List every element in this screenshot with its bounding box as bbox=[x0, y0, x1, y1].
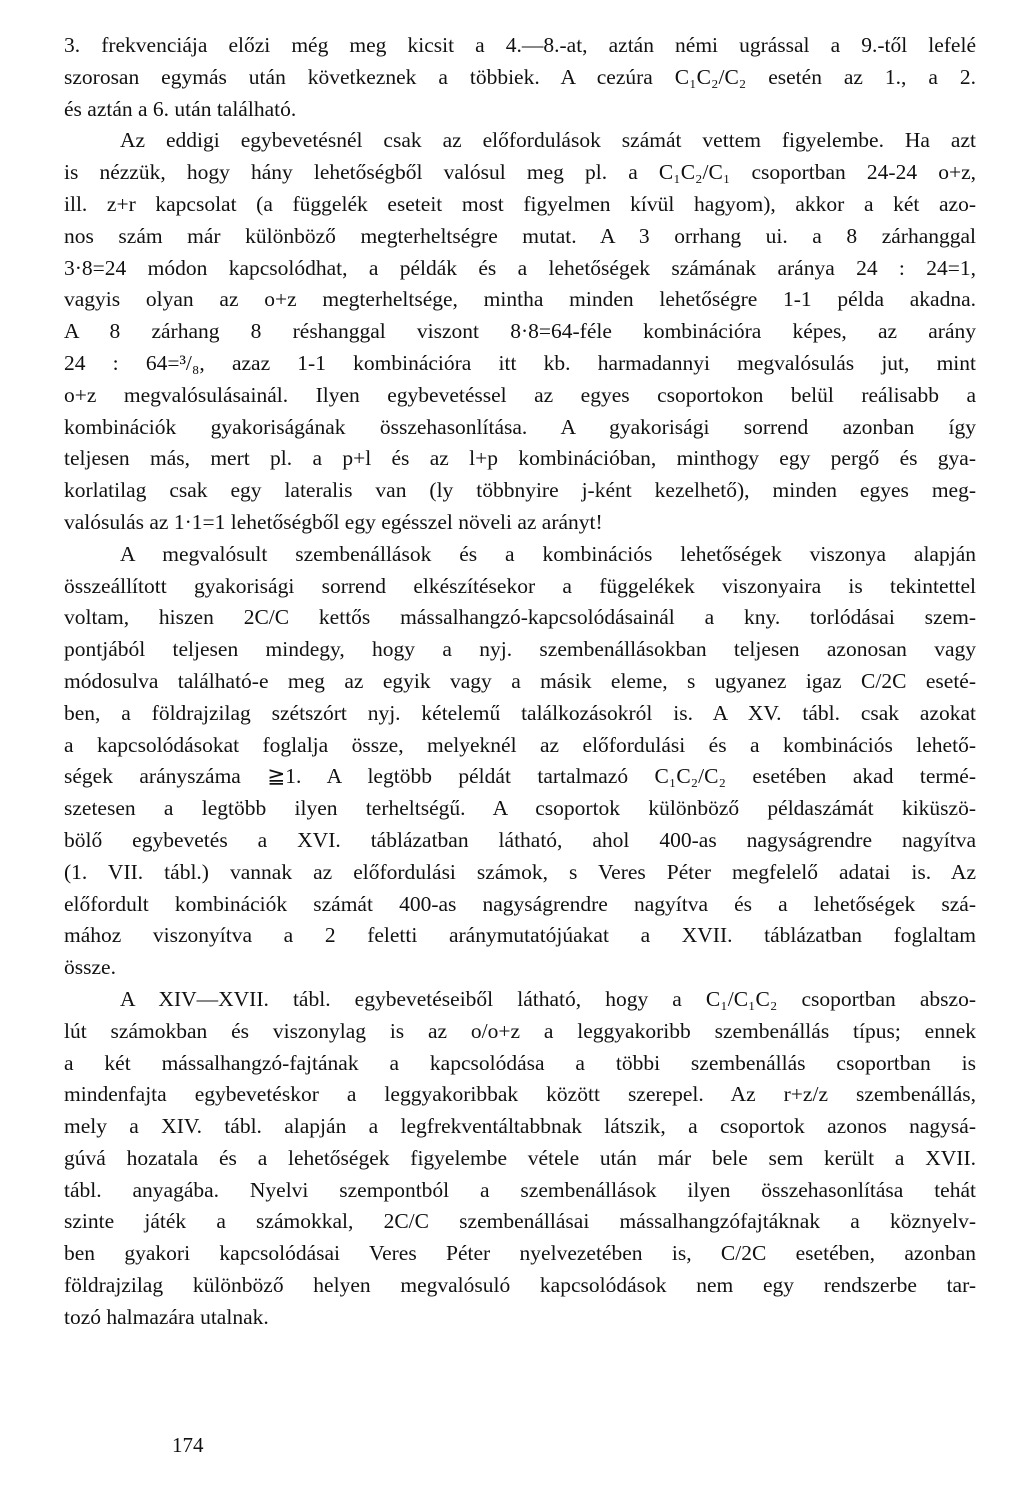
text-line: voltam, hiszen 2C/C kettős mássalhangzó-kapcsolódásainál a kny. torlódásai szem- bbox=[64, 605, 976, 630]
text-line: pontjából teljesen mindegy, hogy a nyj. szembenállásokban teljesen azonosan vagy bbox=[64, 637, 976, 662]
page-number: 174 bbox=[172, 1433, 204, 1457]
text-line: 3·8=24 módon kapcsolódhat, a példák és a lehetőségek számának aránya 24 : 24=1, bbox=[64, 255, 976, 280]
text-line: tábl. anyagába. Nyelvi szempontból a szembenállások ilyen összehasonlítása tehát bbox=[64, 1177, 976, 1202]
text-line: Az eddigi egybevetésnél csak az előfordulások számát vettem figyelembe. Ha azt bbox=[120, 128, 976, 153]
text-line: előfordult kombinációk számát 400-as nagyságrendre nagyítva és a lehetőségek szá- bbox=[64, 891, 976, 916]
text-line: nos szám már különböző megterheltségre mutat. A 3 orrhang ui. a 8 zárhanggal bbox=[64, 223, 976, 248]
text-line: lút számokban és viszonylag is az o/o+z a leggyakoribb szembenállás típus; ennek bbox=[64, 1018, 976, 1043]
text-line: mindenfajta egybevetéskor a leggyakoribbak között szerepel. Az r+z/z szembenállás, bbox=[64, 1082, 976, 1107]
text-line: a két mássalhangzó-fajtának a kapcsolódása a többi szembenállás csoportban is bbox=[64, 1050, 976, 1075]
text-line: mához viszonyítva a 2 feletti aránymutatójúakat a XVII. táblázatban foglaltam bbox=[64, 923, 976, 948]
text-line: szinte játék a számokkal, 2C/C szembenállásai mássalhangzófajtáknak a köznyelv- bbox=[64, 1209, 976, 1234]
text-line: földrajzilag különböző helyen megvalósuló kapcsolódások nem egy rendszerbe tar- bbox=[64, 1273, 976, 1298]
text-line: A megvalósult szembenállások és a kombinációs lehetőségek viszonya alapján bbox=[120, 541, 976, 566]
text-line: gúvá hozatala és a lehetőségek figyelembe vétele után már bele sem került a XVII. bbox=[64, 1145, 976, 1170]
text-line: valósulás az 1·1=1 lehetőségből egy egésszel növeli az arányt! bbox=[64, 509, 603, 534]
text-line: ill. z+r kapcsolat (a függelék eseteit most figyelmen kívül hagyom), akkor a két azo- bbox=[64, 191, 976, 216]
text-line: kombinációk gyakoriságának összehasonlítása. A gyakorisági sorrend azonban így bbox=[64, 414, 976, 439]
text-line: ben, a földrajzilag szétszórt nyj. kételemű találkozásokról is. A XV. tábl. csak azokat bbox=[64, 700, 976, 725]
text-line: szorosan egymás után következnek a többiek. A cezúra C₁C₂/C₂ esetén az 1., a 2. bbox=[64, 64, 976, 89]
text-line: teljesen más, mert pl. a p+l és az l+p kombinációban, minthogy egy pergő és gya- bbox=[64, 446, 976, 471]
text-line: mely a XIV. tábl. alapján a legfrekventáltabbnak látszik, a csoportok azonos nagysá- bbox=[64, 1114, 976, 1139]
text-line: és aztán a 6. után található. bbox=[64, 96, 297, 121]
text-line: szetesen a legtöbb ilyen terheltségű. A csoportok különböző példaszámát kiküszö- bbox=[64, 796, 976, 821]
text-line: 3. frekvenciája előzi még meg kicsit a 4.—8.-at, aztán némi ugrással a 9.-től lefelé bbox=[64, 33, 976, 57]
text-line: A XIV—XVII. tábl. egybevetéseiből látható, hogy a C₁/C₁C₂ csoportban abszo- bbox=[120, 986, 976, 1011]
text-line: ben gyakori kapcsolódásai Veres Péter nyelvezetében is, C/2C esetében, azonban bbox=[64, 1241, 976, 1266]
text-line: vagyis olyan az o+z megterheltsége, mintha minden lehetőségre 1-1 példa akadna. bbox=[64, 287, 976, 312]
text-line: korlatilag csak egy lateralis van (ly többnyire j-ként kezelhető), minden egyes meg- bbox=[64, 478, 976, 503]
text-line: is nézzük, hogy hány lehetőségből valósul meg pl. a C₁C₂/C₁ csoportban 24-24 o+z, bbox=[64, 160, 976, 185]
text-line: össze. bbox=[64, 955, 116, 980]
text-line: összeállított gyakorisági sorrend elkészítésekor a függelékek viszonyaira is tekintettel bbox=[64, 573, 976, 598]
text-line: tozó halmazára utalnak. bbox=[64, 1304, 269, 1329]
text-line: A 8 zárhang 8 réshanggal viszont 8·8=64-féle kombinációra képes, az arány bbox=[64, 319, 976, 344]
text-line: bölő egybevetés a XVI. táblázatban látható, ahol 400-as nagyságrendre nagyítva bbox=[64, 827, 976, 852]
text-line: o+z megvalósulásainál. Ilyen egybevetéssel az egyes csoportokon belül reálisabb a bbox=[64, 382, 976, 407]
text-line: 24 : 64=³/₈, azaz 1-1 kombinációra itt kb. harmadannyi megvalósulás jut, mint bbox=[64, 350, 976, 375]
page-body bbox=[64, 30, 976, 1334]
text-line: módosulva található-e meg az egyik vagy a másik eleme, s ugyanez igaz C/2C eseté- bbox=[64, 668, 976, 693]
text-line: a kapcsolódásokat foglalja össze, melyeknél az előfordulási és a kombinációs lehető- bbox=[64, 732, 976, 757]
text-line: ségek arányszáma ≧1. A legtöbb példát tartalmazó C₁C₂/C₂ esetében akad termé- bbox=[64, 764, 976, 789]
text-line: (1. VII. tábl.) vannak az előfordulási számok, s Veres Péter megfelelő adatai is. Az bbox=[64, 859, 976, 884]
